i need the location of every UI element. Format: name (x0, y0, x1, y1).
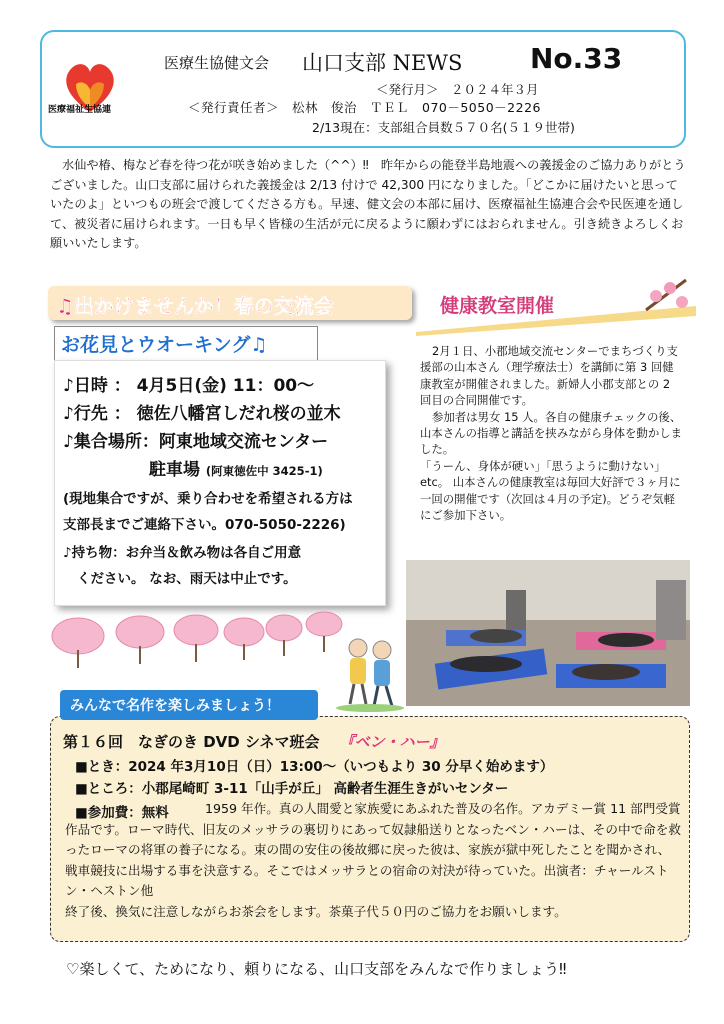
walking-elders-illustration (330, 632, 410, 712)
event-subtitle: お花見とウオーキング♫ (61, 334, 268, 356)
footer-slogan: ♡楽しくて、ためになり、頼りになる、山口支部をみんなで作りましょう‼ (66, 960, 567, 978)
event-banner-text: ♫出かけませんか！春の交流会 (56, 294, 334, 318)
cinema-event-name: 第１６回 なぎのき DVD シネマ班会 (63, 733, 320, 751)
issue-number: No.33 (530, 42, 623, 75)
event-note-2: 支部長までご連絡下さい。070-5050-2226) (63, 517, 346, 533)
event-parking (149, 455, 323, 480)
event-bring-2: ください。 なお、雨天は中止です。 (77, 571, 297, 587)
event-meeting-place: ♪集合場所：阿東地域交流センター (63, 432, 329, 452)
cinema-title (63, 731, 445, 752)
health-class-title: 健康教室開催 (440, 295, 555, 317)
event-bring-1: ♪持ち物：お弁当＆飲み物は各自ご用意 (63, 545, 302, 561)
newsletter-header (40, 30, 686, 148)
cinema-tag (60, 690, 318, 720)
cinema-when: ■とき：2024 年3月10日（日）13:00～（いつもより 30 分早く始めます） (75, 759, 554, 775)
health-class-body (420, 343, 682, 523)
event-note-1: (現地集合ですが、乗り合わせを希望される方は (63, 491, 353, 507)
cherry-trees-illustration (48, 610, 348, 670)
cinema-description-text: 1959 年作。真の人間愛と家族愛にあふれた普及の名作。アカデミー賞 11 部門受賞作品です。ローマ時代、旧友のメッサラの裏切りにあって奴隷船送りとなったベン・ハーは、その中で命を救ったローマの将軍の養子になる。束の間の安住の後故郷に戻った彼は、家族が獄中死したことを聞かされ、戦車競技に出場する事を決意する。そこではメッサラとの宿命の対決が待っていた。出演者：チャールストン・ヘストン他 (65, 801, 681, 899)
publisher-line: ＜発行責任者＞ 松林 俊治 ＴＥＬ 070－5050－2226 (188, 100, 541, 115)
issue-date: ＜発行月＞ ２０２４年３月 (376, 82, 539, 97)
event-parking-label: 駐車場 (149, 460, 200, 480)
cinema-fee: ■参加費：無料 (75, 805, 169, 821)
intro-paragraph: 水仙や椿、梅など春を待つ花が咲き始めました（^^）‼ 昨年からの能登半島地震への義援金のご協力ありがとうございました。山口支部に届けられた義援金は 2/13 付けで 42,300 円になりました。「どこかに届けたいと思っていたのよ」といつもの班会で渡してくださる方も。早速、健文会の本部に届け、医療福祉生協連合会や民医連を通して、被災者に届けられます。一日も早く皆様の生活が元に戻るように願わずにはおられません。引き続きよろしくお願いいたします。 (50, 158, 686, 250)
cinema-section (50, 716, 690, 942)
cinema-tag-text: みんなで名作を楽しみましょう！ (70, 698, 280, 714)
newsletter-title: 山口支部 NEWS (302, 51, 463, 75)
logo-caption: 医療福祉生協連 (48, 105, 112, 115)
health-paragraph-1: 2月１日、小郡地域交流センターでまちづくり支援部の山本さん（理学療法士）を講師に第 3 回健康教室が開催されました。新婦人小郡支部との 2 回目の合同開催です。 (420, 344, 678, 408)
health-paragraph-2: 参加者は男女 15 人。各自の健康チェックの後、山本さんの指導と講話を挟みながら身体を動かしました。 (420, 409, 682, 457)
event-banner (48, 286, 412, 320)
member-count: 2/13現在：支部組合員数５７０名(５１９世帯) (312, 120, 575, 135)
heart-hands-logo-icon (56, 50, 124, 132)
cinema-description (65, 799, 681, 923)
cinema-after-note: 終了後、換気に注意しながらお茶会をします。茶菓子代５０円のご協力をお願いします。 (65, 903, 567, 919)
event-details (54, 360, 386, 606)
health-paragraph-3: 「うーん、身体が硬い」「思うように動けない」etc。 山本さんの健康教室は毎回大好評で３ヶ月に一回の開催です（次回は４月の予定)。どうぞ気軽にご参加下さい。 (420, 458, 681, 523)
event-date: ♪日時 ： 4月5日(金) 11：00～ (63, 376, 315, 396)
event-destination: ♪行先 ： 徳佐八幡宮しだれ桜の並木 (63, 404, 341, 424)
cinema-where: ■ところ：小郡尾崎町 3-11「山手が丘」 高齢者生涯生きがいセンター (75, 781, 509, 797)
event-subtitle-box (54, 326, 318, 360)
organization-name: 医療生協健文会 (164, 54, 270, 72)
health-class-photo (406, 560, 690, 706)
event-address: (阿東徳佐中 3425-1) (205, 464, 323, 478)
film-title: 『ベン・ハー』 (339, 733, 445, 751)
